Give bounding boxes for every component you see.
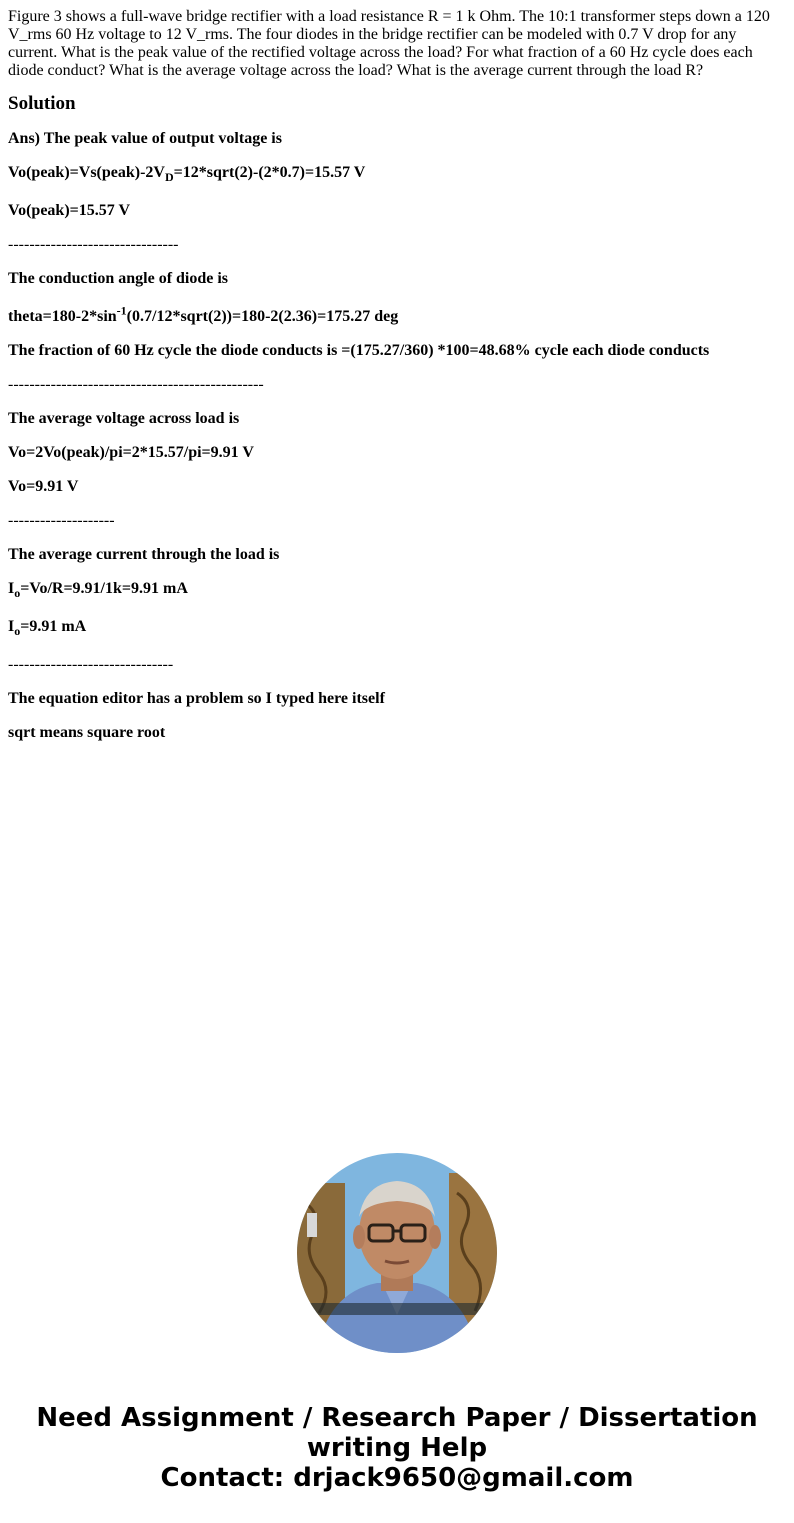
- separator-2: ------------------------------------------------: [8, 376, 264, 393]
- avg-current-heading: The average current through the load is: [8, 546, 280, 563]
- peak-equation-subscript: D: [164, 170, 174, 185]
- avg-voltage-result: Vo=9.91 V: [8, 478, 79, 495]
- peak-equation: [8, 164, 786, 185]
- current-result: [8, 618, 786, 639]
- avg-voltage-equation: Vo=2Vo(peak)/pi=2*15.57/pi=9.91 V: [8, 444, 254, 461]
- solution-heading: Solution: [8, 93, 76, 114]
- current-equation-rest: =Vo/R=9.91/1k=9.91 mA: [20, 580, 188, 597]
- person-photo-icon: [297, 1153, 497, 1353]
- current-result-rest: =9.91 mA: [20, 618, 87, 635]
- current-equation-subscript: o: [14, 586, 21, 601]
- separator-4: -------------------------------: [8, 656, 174, 673]
- question-text: Figure 3 shows a full-wave bridge rectifier with a load resistance R = 1 k Ohm. The 10:1 transformer steps down a 120 V_rms 60 Hz voltage to 12 V_rms. The four diodes in the bridge rectifier can be modeled with 0.7 V drop for any current. What is the peak value of the rectified voltage across the load? For what fraction of a 60 Hz cycle does each diode conduct? What is the average voltage across the load? What is the average current through the load R?: [8, 8, 770, 79]
- peak-result: Vo(peak)=15.57 V: [8, 202, 131, 219]
- peak-equation-part2: =12*sqrt(2)-(2*0.7)=15.57 V: [173, 164, 366, 181]
- peak-equation-part1: Vo(peak)=Vs(peak)-2V: [8, 164, 165, 181]
- banner-contact-line: Contact: drjack9650@gmail.com: [160, 1463, 634, 1493]
- theta-equation-superscript: -1: [116, 303, 127, 318]
- theta-equation: [8, 303, 786, 326]
- current-equation: [8, 580, 786, 601]
- theta-equation-part1: theta=180-2*sin: [8, 308, 117, 325]
- document-body: [0, 0, 794, 742]
- answer-peak-intro: Ans) The peak value of output voltage is: [8, 130, 282, 147]
- theta-equation-part2: (0.7/12*sqrt(2))=180-2(2.36)=175.27 deg: [126, 308, 399, 325]
- banner-line-1: Need Assignment / Research Paper / Dissertation: [36, 1403, 758, 1433]
- current-result-subscript: o: [14, 624, 21, 639]
- separator-1: --------------------------------: [8, 236, 179, 253]
- separator-3: --------------------: [8, 512, 115, 529]
- fraction-text: The fraction of 60 Hz cycle the diode conducts is =(175.27/360) *100=48.68% cycle each diode conducts: [8, 342, 710, 359]
- conduction-heading: The conduction angle of diode is: [8, 270, 229, 287]
- note-equation-editor: The equation editor has a problem so I typed here itself: [8, 690, 385, 707]
- banner-line-2: writing Help: [306, 1433, 488, 1463]
- note-sqrt: sqrt means square root: [8, 724, 166, 741]
- current-equation-symbol: I: [8, 580, 15, 597]
- current-result-symbol: I: [8, 618, 15, 635]
- avg-voltage-heading: The average voltage across load is: [8, 410, 240, 427]
- contact-banner: [0, 1403, 794, 1493]
- avatar: [297, 1153, 497, 1353]
